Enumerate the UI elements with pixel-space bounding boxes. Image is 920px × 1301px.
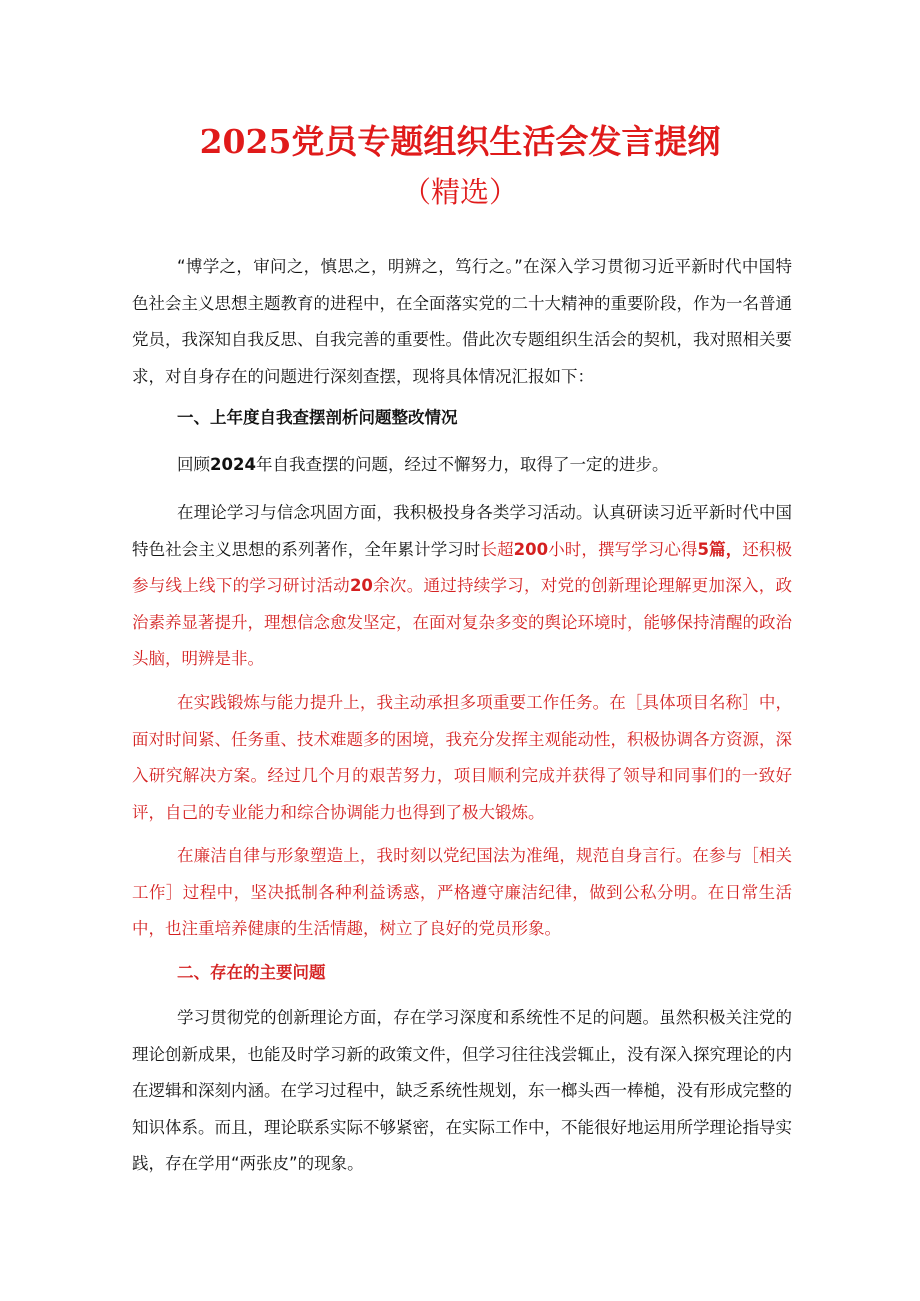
document-title: 2025党员专题组织生活会发言提纲 <box>199 122 721 161</box>
document-subtitle: （精选） <box>401 175 518 209</box>
theory-red-1: 长超 <box>480 539 514 559</box>
theory-num-2: 5篇， <box>697 539 743 559</box>
theory-black: 在理论学习与信念巩固方面，我积极投身各类学习活动。认真研读习近平新时代中国特色社会主义思想的系列著作，全年累计学习时 <box>132 503 792 559</box>
review-paragraph <box>132 447 792 484</box>
practice-paragraph: 在实践锻炼与能力提升上，我主动承担多项重要工作任务。在［具体项目名称］中，面对时间紧、任务重、技术难题多的困境，我充分发挥主观能动性，积极协调各方资源，深入研究解决方案。经过几个月的艰苦努力，项目顺利完成并获得了领导和同事们的一致好评，自己的专业能力和综合协调能力也得到了极大锻炼。 <box>132 693 792 822</box>
integrity-paragraph: 在廉洁自律与形象塑造上，我时刻以党纪国法为准绳，规范自身言行。在参与［相关工作］过程中，坚决抵制各种利益诱惑，严格遵守廉洁纪律，做到公私分明。在日常生活中，也注重培养健康的生活情趣，树立了良好的党员形象。 <box>132 846 792 938</box>
theory-paragraph <box>132 495 792 678</box>
theory-red-3: 还积极参与线上线下的学习研讨活动 <box>132 539 792 595</box>
intro-paragraph: “博学之，审问之，慎思之，明辨之，笃行之。”在深入学习贯彻习近平新时代中国特色社会主义思想主题教育的进程中，在全面落实党的二十大精神的重要阶段，作为一名普通党员，我深知自我反思、自我完善的重要性。借此次专题组织生活会的契机，我对照相关要求，对自身存在的问题进行深刻查摆，现将具体情况汇报如下： <box>132 257 792 386</box>
section2-heading: 二、存在的主要问题 <box>177 963 326 982</box>
section1-heading: 一、上年度自我查摆剖析问题整改情况 <box>177 408 458 427</box>
theory-red-2: 小时，撰写学习心得 <box>548 539 698 559</box>
problem-paragraph-1: 学习贯彻党的创新理论方面，存在学习深度和系统性不足的问题。虽然积极关注党的理论创新成果，也能及时学习新的政策文件，但学习往往浅尝辄止，没有深入探究理论的内在逻辑和深刻内涵。在学习过程中，缺乏系统性规划，东一榔头西一棒槌，没有形成完整的知识体系。而且，理论联系实际不够紧密，在实际工作中，不能很好地运用所学理论指导实践，存在学用“两张皮”的现象。 <box>132 1008 792 1173</box>
review-pre: 回顾 <box>177 455 210 474</box>
theory-red-4: 余次。通过持续学习，对党的创新理论理解更加深入，政治素养显著提升，理想信念愈发坚定，在面对复杂多变的舆论环境时，能够保持清醒的政治头脑，明辨是非。 <box>132 576 793 668</box>
theory-num-1: 200 <box>513 539 549 559</box>
review-year: 2024 <box>210 455 256 474</box>
theory-num-3: 20 <box>349 576 373 595</box>
review-post: 年自我查摆的问题，经过不懈努力，取得了一定的进步。 <box>255 455 669 474</box>
